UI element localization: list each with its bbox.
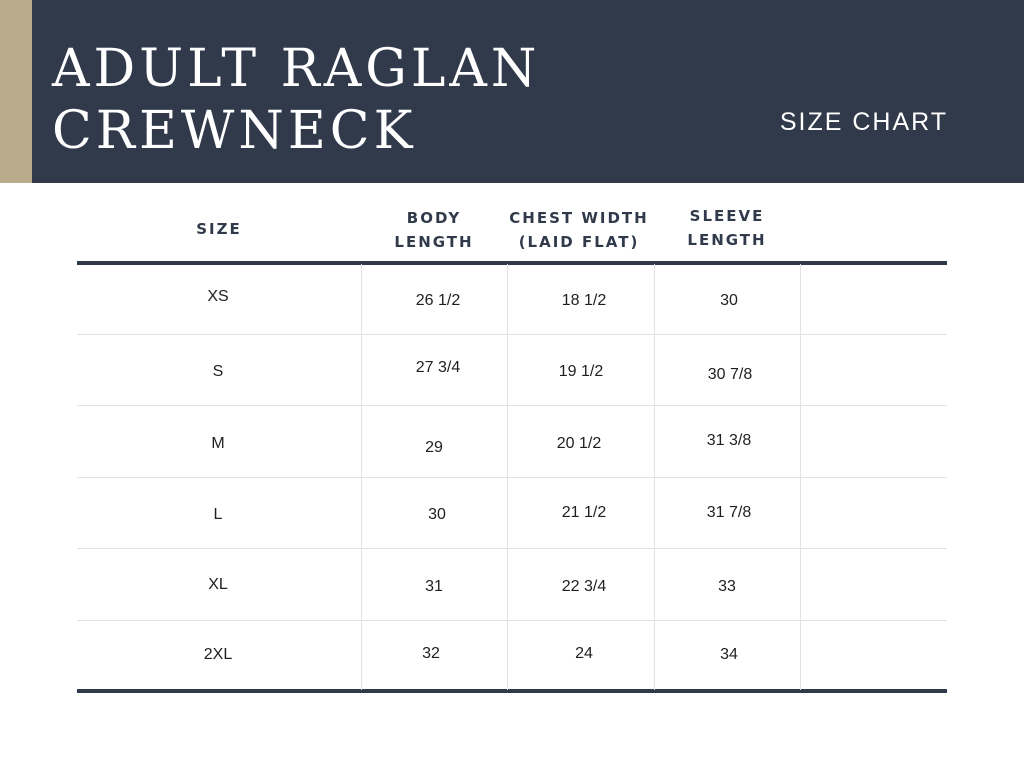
column-divider [654,264,655,690]
row-divider [77,405,947,406]
column-header-chest-width [499,206,659,254]
accent-strip [0,0,32,183]
column-header-body-length-line2: LENGTH [394,233,474,251]
cell-body-length: 27 3/4 [415,359,461,376]
cell-size: M [211,435,225,452]
column-header-body-length-line1: BODY [406,209,462,227]
cell-chest-width: 21 1/2 [561,504,607,521]
column-header-body-length [374,206,494,254]
cell-sleeve-length: 31 7/8 [706,504,752,521]
table-top-rule [77,261,947,265]
cell-body-length: 30 [428,506,446,523]
column-header-size-label: SIZE [196,220,242,238]
cell-sleeve-length: 30 [720,292,738,309]
column-header-chest-width-line2: (LAID FLAT) [518,233,640,251]
column-header-sleeve-length-line2: LENGTH [687,231,767,249]
cell-body-length: 32 [422,645,440,662]
row-divider [77,477,947,478]
page-title [52,38,540,162]
column-divider [361,264,362,690]
cell-size: 2XL [203,646,233,663]
column-header-chest-width-line1: CHEST WIDTH [509,209,649,227]
cell-body-length: 31 [425,578,443,595]
cell-size: XS [207,288,229,305]
cell-sleeve-length: 34 [720,646,738,663]
cell-chest-width: 22 3/4 [561,578,607,595]
cell-chest-width: 24 [575,645,593,662]
cell-body-length: 29 [425,439,443,456]
cell-sleeve-length: 31 3/8 [706,432,752,449]
cell-chest-width: 20 1/2 [556,435,602,452]
page-subtitle: SIZE CHART [779,108,948,136]
title-line-2: CREWNECK [52,101,417,161]
row-divider [77,620,947,621]
row-divider [77,334,947,335]
cell-size: S [212,363,224,380]
table-bottom-rule [77,689,947,693]
cell-sleeve-length: 33 [718,578,736,595]
cell-size: L [213,506,223,523]
cell-sleeve-length: 30 7/8 [707,366,753,383]
title-line-1: ADULT RAGLAN [52,39,541,99]
row-divider [77,548,947,549]
column-header-size [159,217,279,241]
column-header-sleeve-length-line1: SLEEVE [689,207,765,225]
cell-body-length: 26 1/2 [415,292,461,309]
cell-chest-width: 19 1/2 [558,363,604,380]
cell-chest-width: 18 1/2 [561,292,607,309]
column-divider [800,264,801,690]
column-header-sleeve-length [667,204,787,252]
cell-size: XL [208,576,228,593]
column-divider [507,264,508,690]
